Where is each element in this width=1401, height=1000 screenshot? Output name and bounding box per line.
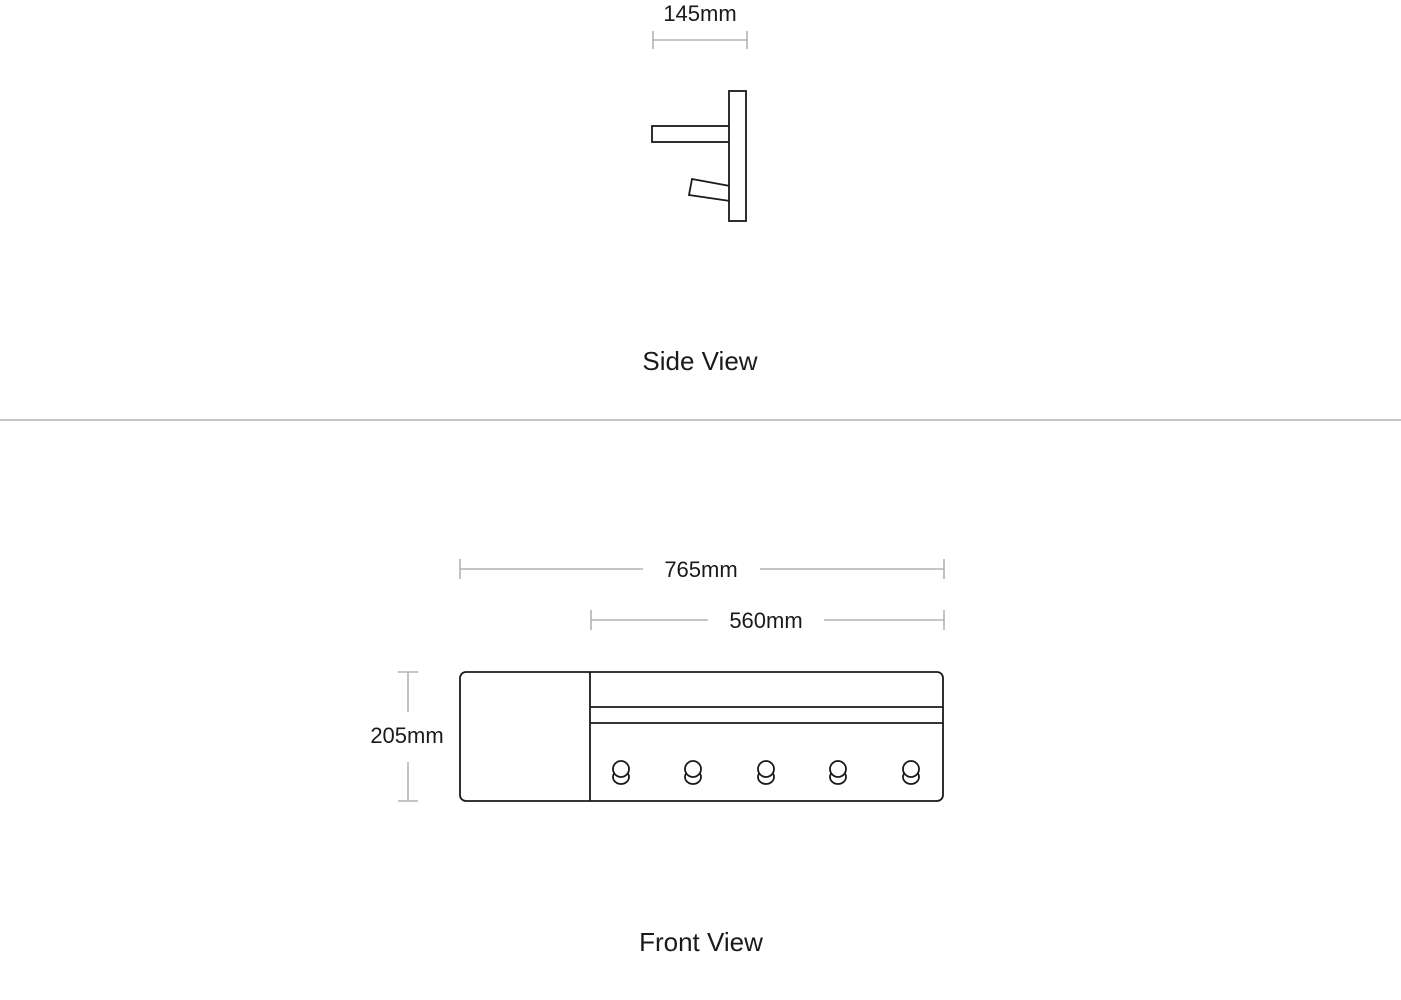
hook-icon bbox=[903, 761, 919, 784]
side-shelf-arm bbox=[652, 126, 730, 142]
side-back-panel bbox=[729, 91, 746, 221]
front-view bbox=[370, 557, 944, 957]
front-total-width-label: 765mm bbox=[664, 557, 738, 582]
hook-icon bbox=[685, 761, 701, 784]
front-shelf-width-dimension bbox=[591, 608, 944, 633]
side-view bbox=[642, 1, 757, 376]
side-depth-dimension bbox=[653, 1, 747, 49]
front-outline bbox=[460, 672, 943, 801]
front-body bbox=[460, 672, 943, 801]
front-total-width-dimension bbox=[460, 557, 944, 582]
front-height-label: 205mm bbox=[370, 723, 444, 748]
front-height-dimension bbox=[370, 672, 443, 801]
side-view-title: Side View bbox=[642, 346, 758, 376]
front-shelf-width-label: 560mm bbox=[729, 608, 803, 633]
side-profile bbox=[652, 91, 746, 221]
side-depth-label: 145mm bbox=[663, 1, 737, 26]
hook-icon bbox=[613, 761, 629, 784]
side-hook-arm bbox=[689, 179, 730, 201]
front-view-title: Front View bbox=[639, 927, 763, 957]
hook-icon bbox=[758, 761, 774, 784]
hook-icon bbox=[830, 761, 846, 784]
